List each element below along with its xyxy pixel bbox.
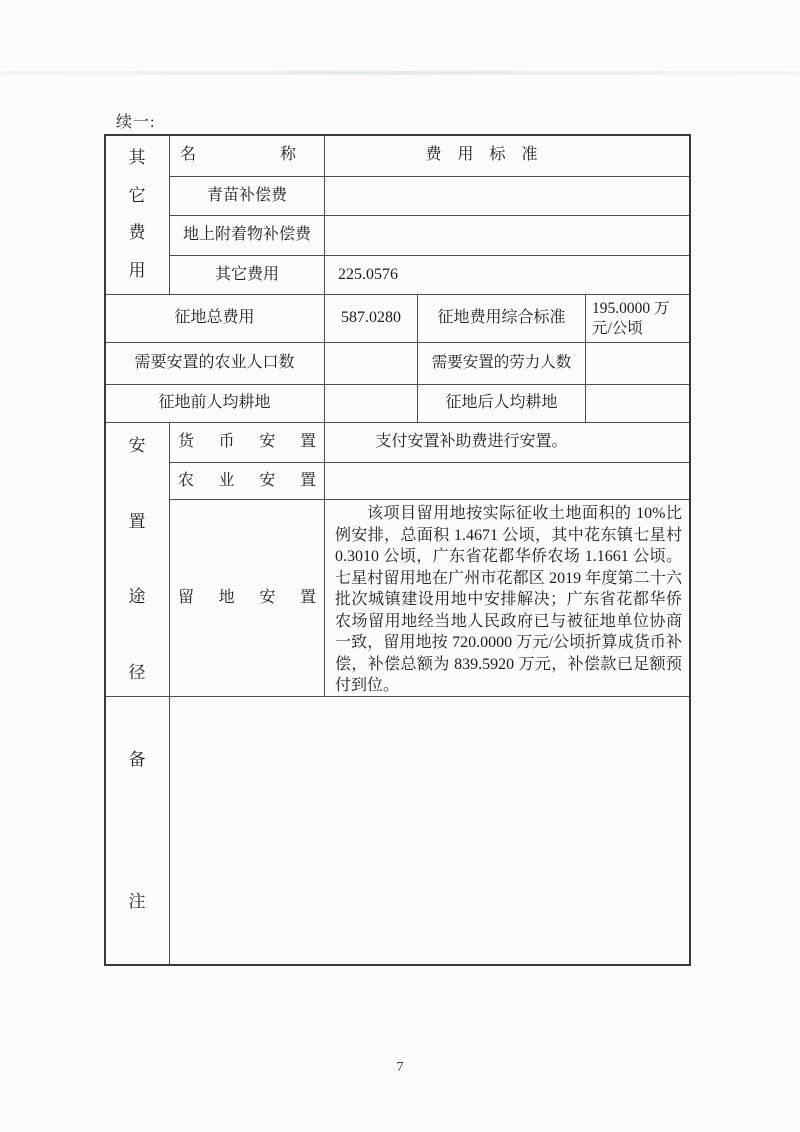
remarks-content	[170, 697, 690, 965]
land-compensation-table	[105, 135, 690, 965]
group-char: 费	[128, 223, 146, 243]
comprehensive-standard-label: 征地费用综合标准	[418, 295, 586, 343]
group-char: 它	[128, 185, 146, 205]
comprehensive-standard-value: 195.0000 万 元/公顷	[586, 295, 690, 343]
group-char: 途	[128, 587, 146, 607]
scan-artifact-streak	[0, 71, 800, 75]
other-fees-group-label	[105, 135, 170, 295]
agri-population-label: 需要安置的农业人口数	[105, 343, 325, 385]
monetary-resettle-content: 支付安置补助费进行安置。	[325, 423, 690, 463]
total-fee-value: 587.0280	[325, 295, 418, 343]
agricultural-resettle-label: 农业安置	[178, 471, 316, 489]
reserved-land-content-cell	[325, 500, 690, 697]
total-fee-label: 征地总费用	[105, 295, 325, 343]
fee-row-label: 地上附着物补偿费	[170, 216, 325, 256]
page-number: 7	[396, 1060, 404, 1075]
fee-row-value	[325, 216, 690, 256]
labor-count-label: 需要安置的劳力人数	[418, 343, 586, 385]
agri-population-value	[325, 343, 418, 385]
fee-row-value: 225.0576	[325, 256, 690, 295]
monetary-resettle-label: 货币安置	[178, 433, 316, 451]
group-char: 安	[128, 436, 146, 455]
group-char: 置	[128, 511, 146, 531]
group-char: 其	[128, 148, 146, 167]
farmland-before-value	[325, 385, 418, 423]
group-char: 用	[128, 260, 146, 280]
header-standard-cell: 费 用 标 准	[325, 135, 690, 177]
farmland-before-label: 征地前人均耕地	[105, 385, 325, 423]
monetary-resettle-label-cell	[170, 423, 325, 463]
group-char: 径	[128, 662, 146, 682]
reserved-land-label-cell	[170, 500, 325, 697]
group-char: 注	[128, 891, 146, 911]
farmland-after-value	[586, 385, 690, 423]
reserved-land-paragraph: 该项目留用地按实际征收土地面积的 10%比例安排，总面积 1.4671 公顷，其中花东镇七星村 0.3010 公顷，广东省花都华侨农场 1.1661 公顷。七星村留用地在广州市花都区 2019 年度第二十六批次城镇建设用地中安排解决；广东省花都华侨农场留用地经当地人民政府已与被征地单位协商一致，留用地按 720.0000 万元/公顷折算成货币补偿，补偿总额为 839.5920 万元，补偿款已足额预付到位。	[335, 505, 682, 694]
group-char: 备	[128, 750, 146, 769]
resettlement-group-label	[105, 423, 170, 697]
fee-row-value	[325, 177, 690, 216]
continuation-label: 续一:	[116, 114, 156, 131]
agricultural-resettle-content	[325, 463, 690, 500]
agricultural-resettle-label-cell	[170, 463, 325, 500]
reserved-land-label: 留地安置	[178, 588, 316, 606]
farmland-after-label: 征地后人均耕地	[418, 385, 586, 423]
fee-row-label: 其它费用	[170, 256, 325, 295]
labor-count-value	[586, 343, 690, 385]
header-name-cell	[170, 135, 325, 177]
remarks-group-label	[105, 697, 170, 965]
header-name-label: 名称	[180, 146, 296, 164]
fee-row-label: 青苗补偿费	[170, 177, 325, 216]
